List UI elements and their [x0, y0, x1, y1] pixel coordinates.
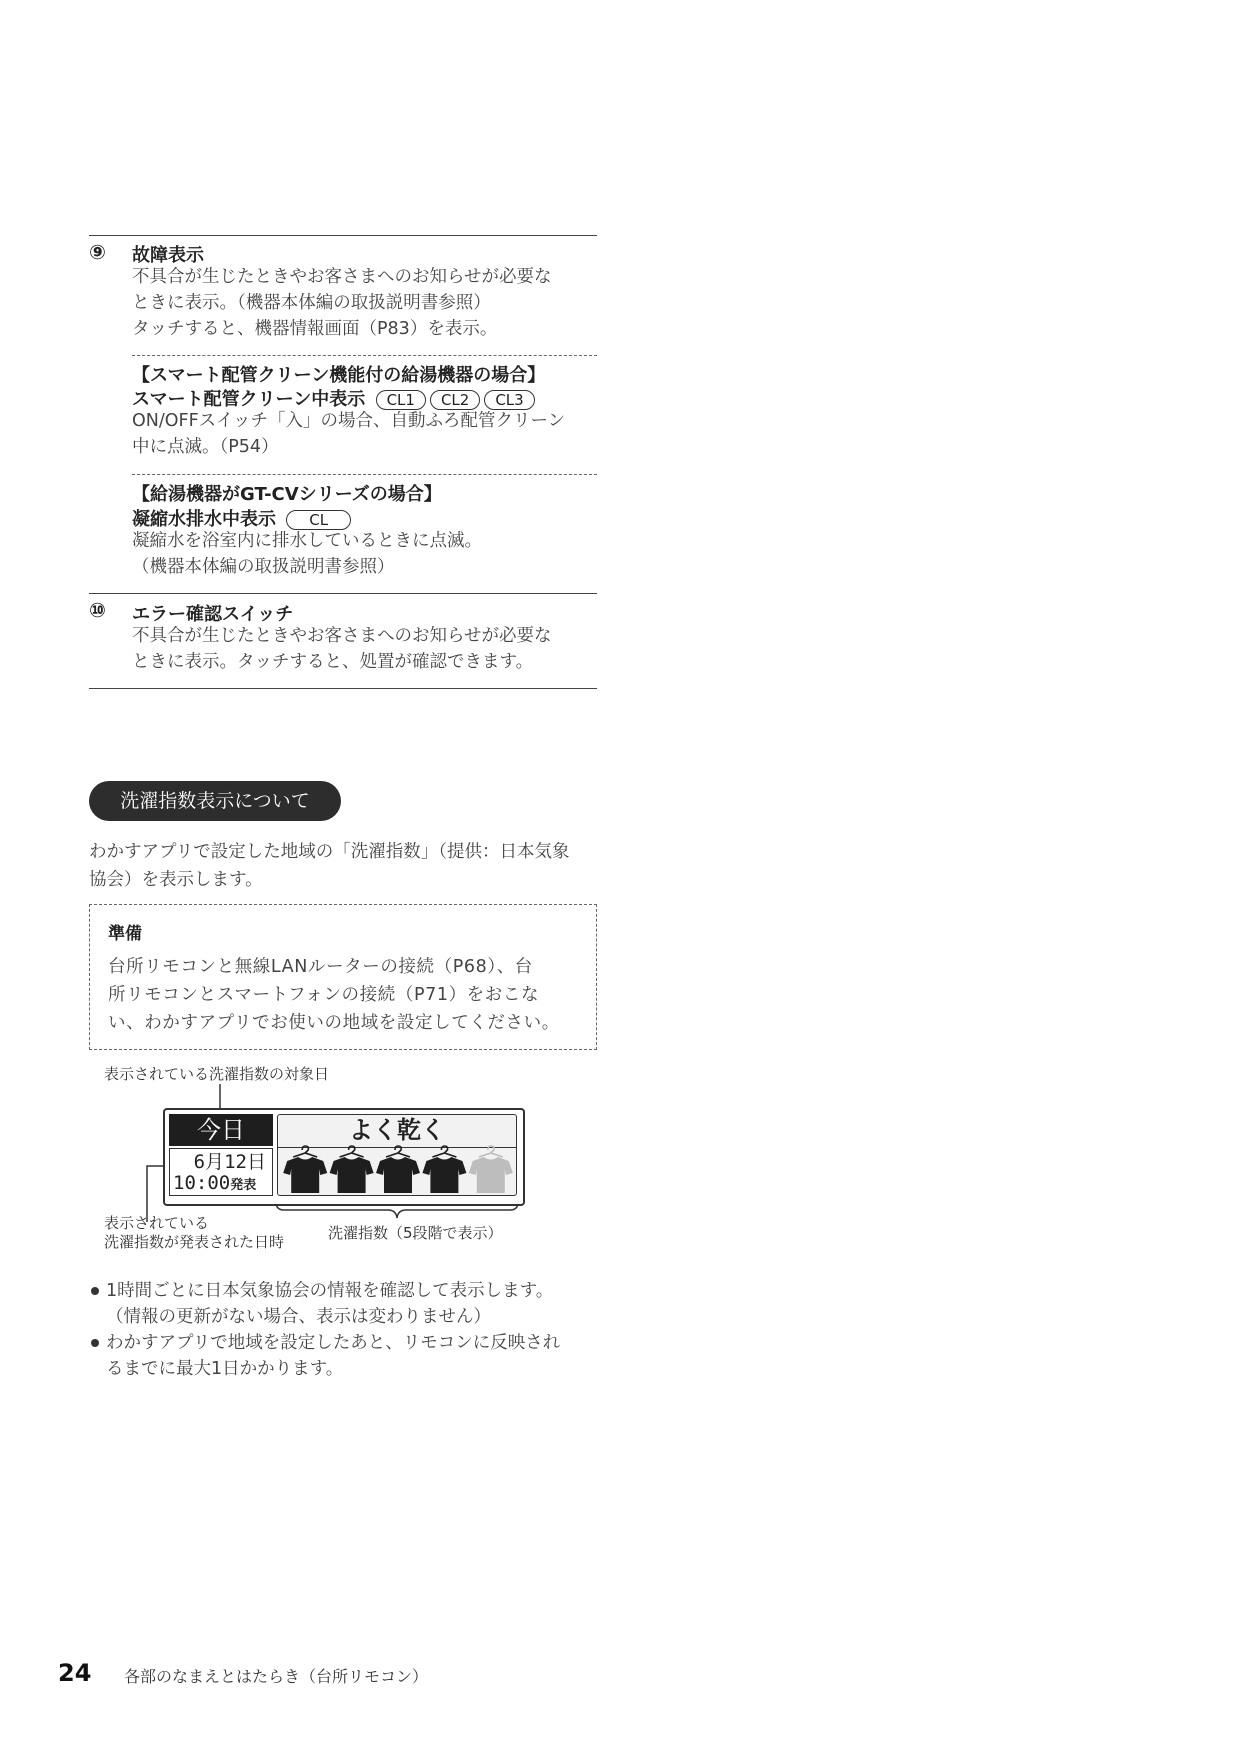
cl2-badge: CL2 — [430, 390, 480, 410]
cl3-badge: CL3 — [484, 390, 534, 410]
today-label: 今日 — [169, 1114, 273, 1146]
item-9-title: 故障表示 — [132, 245, 204, 266]
text-line: ときに表示。（機器本体編の取扱説明書参照） — [132, 293, 491, 313]
announce-label: 発表 — [230, 1178, 257, 1193]
caption-target-date: 表示されている洗濯指数の対象日 — [104, 1065, 330, 1083]
text-line: タッチすると、機器情報画面（P83）を表示。 — [132, 319, 498, 339]
text-line: わかすアプリで設定した地域の「洗濯指数」（提供：日本気象 — [89, 842, 570, 862]
shirt-icon-active — [283, 1146, 327, 1193]
shirt-icon-active — [330, 1146, 374, 1193]
text-line: 不具合が生じたときやお客さまへのお知らせが必要な — [132, 267, 552, 287]
smart-clean-heading: 【スマート配管クリーン機能付の給湯機器の場合】 — [132, 365, 546, 386]
preparation-title: 準備 — [108, 924, 142, 944]
notes-list — [89, 1278, 560, 1382]
divider-dashed — [132, 355, 597, 356]
text-line: 1時間ごとに日本気象協会の情報を確認して表示します。 — [106, 1281, 554, 1301]
item-10-title: エラー確認スイッチ — [132, 604, 294, 625]
text-line: るまでに最大1日かかります。 — [106, 1359, 344, 1379]
preparation-text — [108, 953, 560, 1037]
time-row — [173, 1172, 256, 1197]
cl-badge: CL — [286, 510, 351, 530]
section-intro — [89, 838, 570, 894]
text-line: 中に点滅。（P54） — [132, 437, 279, 457]
smart-clean-label: スマート配管クリーン中表示 — [132, 389, 366, 410]
item-9-description — [132, 264, 551, 342]
text-line: （機器本体編の取扱説明書参照） — [132, 557, 395, 577]
gtcv-label: 凝縮水排水中表示 — [132, 509, 276, 530]
text-line: 洗濯指数が発表された日時 — [104, 1233, 285, 1251]
divider-top — [89, 235, 597, 236]
divider-dashed — [132, 474, 597, 475]
text-line: わかすアプリで地域を設定したあと、リモコンに反映され — [106, 1333, 561, 1353]
bullet-icon — [91, 1339, 99, 1347]
shirt-icon-inactive — [469, 1146, 513, 1193]
cl1-badge: CL1 — [376, 390, 426, 410]
bullet-icon — [91, 1287, 99, 1295]
shirt-icon-active — [376, 1146, 420, 1193]
divider — [89, 593, 597, 594]
page-number: 24 — [58, 1659, 92, 1687]
section-title: 洗濯指数表示について — [89, 781, 341, 821]
caption-levels: 洗濯指数（5段階で表示） — [328, 1224, 503, 1242]
time-value: 10:00 — [173, 1172, 231, 1194]
text-line: 台所リモコンと無線LANルーターの接続（P68）、台 — [108, 957, 533, 977]
text-line: い、わかすアプリでお使いの地域を設定してください。 — [108, 1013, 560, 1033]
note-item — [89, 1330, 560, 1382]
text-line: 不具合が生じたときやお客さまへのお知らせが必要な — [132, 626, 552, 646]
item-10-description — [132, 623, 551, 675]
text-line: 協会）を表示します。 — [89, 870, 263, 890]
preparation-box — [89, 904, 597, 1050]
item-10-number: ⑩ — [89, 598, 106, 622]
shirt-icons — [282, 1145, 514, 1195]
note-item — [89, 1278, 560, 1330]
item-9-number: ⑨ — [89, 240, 106, 264]
shirt-icon-active — [422, 1146, 466, 1193]
divider-bottom — [89, 688, 597, 689]
chapter-title: 各部のなまえとはたらき（台所リモコン） — [124, 1667, 429, 1686]
laundry-status: よく乾く — [349, 1116, 445, 1144]
smart-clean-description — [132, 408, 565, 460]
date-box — [169, 1148, 273, 1196]
laundry-index-area — [277, 1114, 517, 1196]
caption-published — [104, 1214, 284, 1252]
text-line: ON/OFFスイッチ「入」の場合、自動ふろ配管クリーン — [132, 411, 566, 431]
text-line: 凝縮水を浴室内に排水しているときに点滅。 — [132, 531, 482, 551]
remote-display-panel — [163, 1108, 525, 1206]
text-line: ときに表示。タッチすると、処置が確認できます。 — [132, 652, 534, 672]
text-line: 表示されている — [104, 1214, 210, 1232]
text-line: （情報の更新がない場合、表示は変わりません） — [106, 1307, 491, 1327]
gtcv-description — [132, 528, 482, 580]
gtcv-heading: 【給湯機器がGT-CVシリーズの場合】 — [132, 484, 442, 505]
text-line: 所リモコンとスマートフォンの接続（P71）をおこな — [108, 985, 540, 1005]
date-value: 6月12日 — [193, 1151, 266, 1173]
